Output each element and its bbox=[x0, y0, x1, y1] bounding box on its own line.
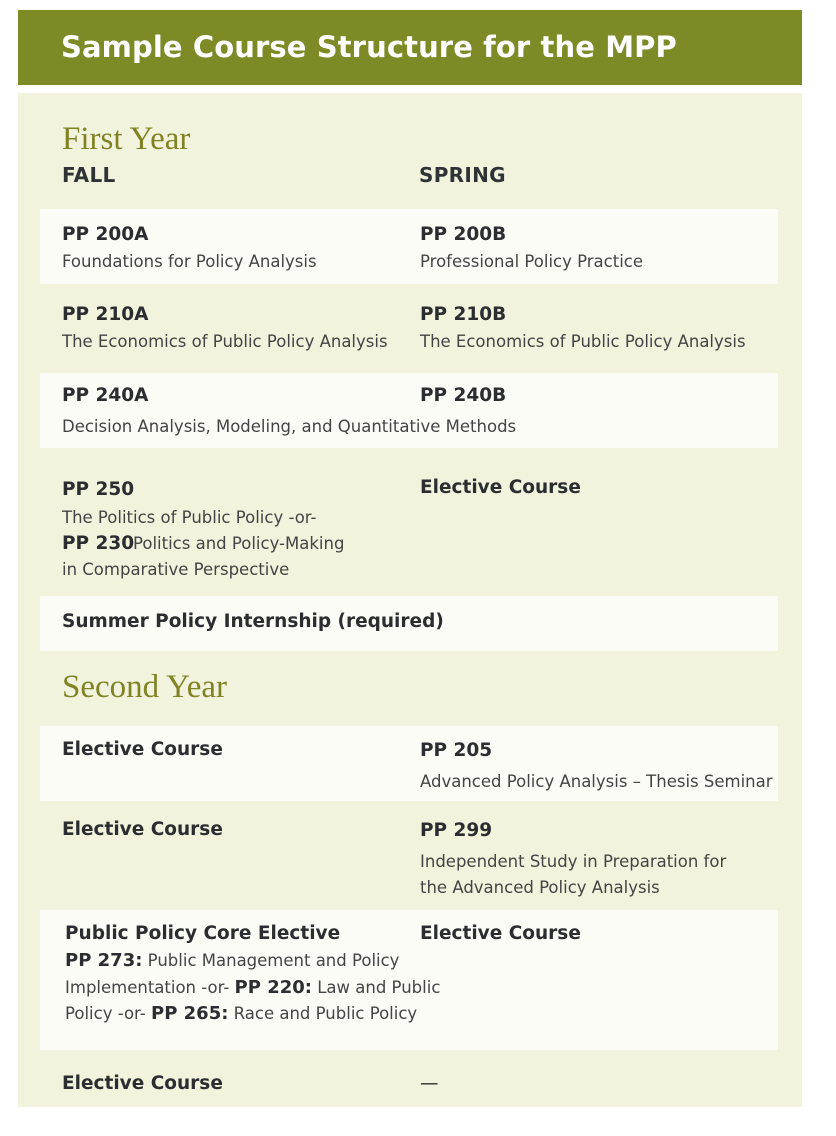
course-code: PP 200A bbox=[62, 224, 149, 245]
course-title: Public Management and Policy bbox=[142, 951, 400, 970]
course-title: in Comparative Perspective bbox=[62, 560, 290, 579]
first-year-row-4 bbox=[40, 453, 778, 585]
page-title: Sample Course Structure for the MPP bbox=[61, 30, 677, 64]
summer-internship-row bbox=[40, 596, 778, 651]
second-year-row-1 bbox=[40, 726, 778, 801]
course-code: PP 210A bbox=[62, 304, 149, 325]
summer-internship-label: Summer Policy Internship (required) bbox=[62, 611, 444, 632]
course-title: Advanced Policy Analysis – Thesis Seminar bbox=[420, 772, 773, 791]
empty-slot-dash: — bbox=[420, 1073, 439, 1094]
course-title: The Politics of Public Policy -or- bbox=[62, 508, 317, 527]
course-title: the Advanced Policy Analysis bbox=[420, 878, 660, 897]
second-year-row-2 bbox=[40, 806, 778, 906]
course-code: PP 240B bbox=[420, 385, 507, 406]
course-panel bbox=[18, 93, 802, 1107]
course-code: PP 265: bbox=[151, 1003, 229, 1024]
course-title: Independent Study in Preparation for bbox=[420, 852, 727, 871]
course-code: PP 210B bbox=[420, 304, 507, 325]
core-elective-options-line-2 bbox=[65, 977, 440, 998]
course-title: Foundations for Policy Analysis bbox=[62, 252, 317, 271]
course-code: PP 200B bbox=[420, 224, 507, 245]
course-title: Race and Public Policy bbox=[228, 1004, 418, 1023]
course-code: PP 220: bbox=[234, 977, 312, 998]
first-year-heading: First Year bbox=[62, 121, 191, 157]
course-code: PP 240A bbox=[62, 385, 149, 406]
page-header bbox=[18, 10, 802, 85]
second-year-row-4 bbox=[40, 1056, 778, 1101]
elective-course-label: Elective Course bbox=[62, 739, 223, 760]
course-title: Decision Analysis, Modeling, and Quantitative Methods bbox=[62, 417, 517, 436]
course-title: The Economics of Public Policy Analysis bbox=[62, 332, 388, 351]
first-year-row-1 bbox=[40, 209, 778, 284]
elective-course-label: Elective Course bbox=[62, 1073, 223, 1094]
course-code: PP 205 bbox=[420, 740, 493, 761]
second-year-row-3 bbox=[40, 910, 778, 1050]
course-title: Law and Public bbox=[311, 978, 441, 997]
course-code: PP 250 bbox=[62, 479, 135, 500]
course-title: Policy -or- bbox=[65, 1004, 151, 1023]
fall-column-label: FALL bbox=[62, 163, 116, 187]
course-code: PP 273: bbox=[65, 950, 143, 971]
second-year-heading: Second Year bbox=[62, 669, 227, 705]
course-title: The Economics of Public Policy Analysis bbox=[420, 332, 746, 351]
elective-course-label: Elective Course bbox=[420, 923, 581, 944]
course-title: Implementation -or- bbox=[65, 978, 235, 997]
course-code: PP 230 bbox=[62, 533, 135, 554]
first-year-row-2 bbox=[40, 289, 778, 369]
course-code: PP 299 bbox=[420, 820, 493, 841]
core-elective-options-line-1 bbox=[65, 950, 399, 971]
first-year-row-3 bbox=[40, 373, 778, 448]
core-elective-label: Public Policy Core Elective bbox=[65, 923, 341, 944]
elective-course-label: Elective Course bbox=[62, 819, 223, 840]
course-title: Professional Policy Practice bbox=[420, 252, 644, 271]
course-title: Politics and Policy-Making bbox=[133, 534, 345, 553]
core-elective-options-line-3 bbox=[65, 1003, 417, 1024]
elective-course-label: Elective Course bbox=[420, 477, 581, 498]
course-structure-card bbox=[18, 10, 802, 1107]
spring-column-label: SPRING bbox=[419, 163, 506, 187]
